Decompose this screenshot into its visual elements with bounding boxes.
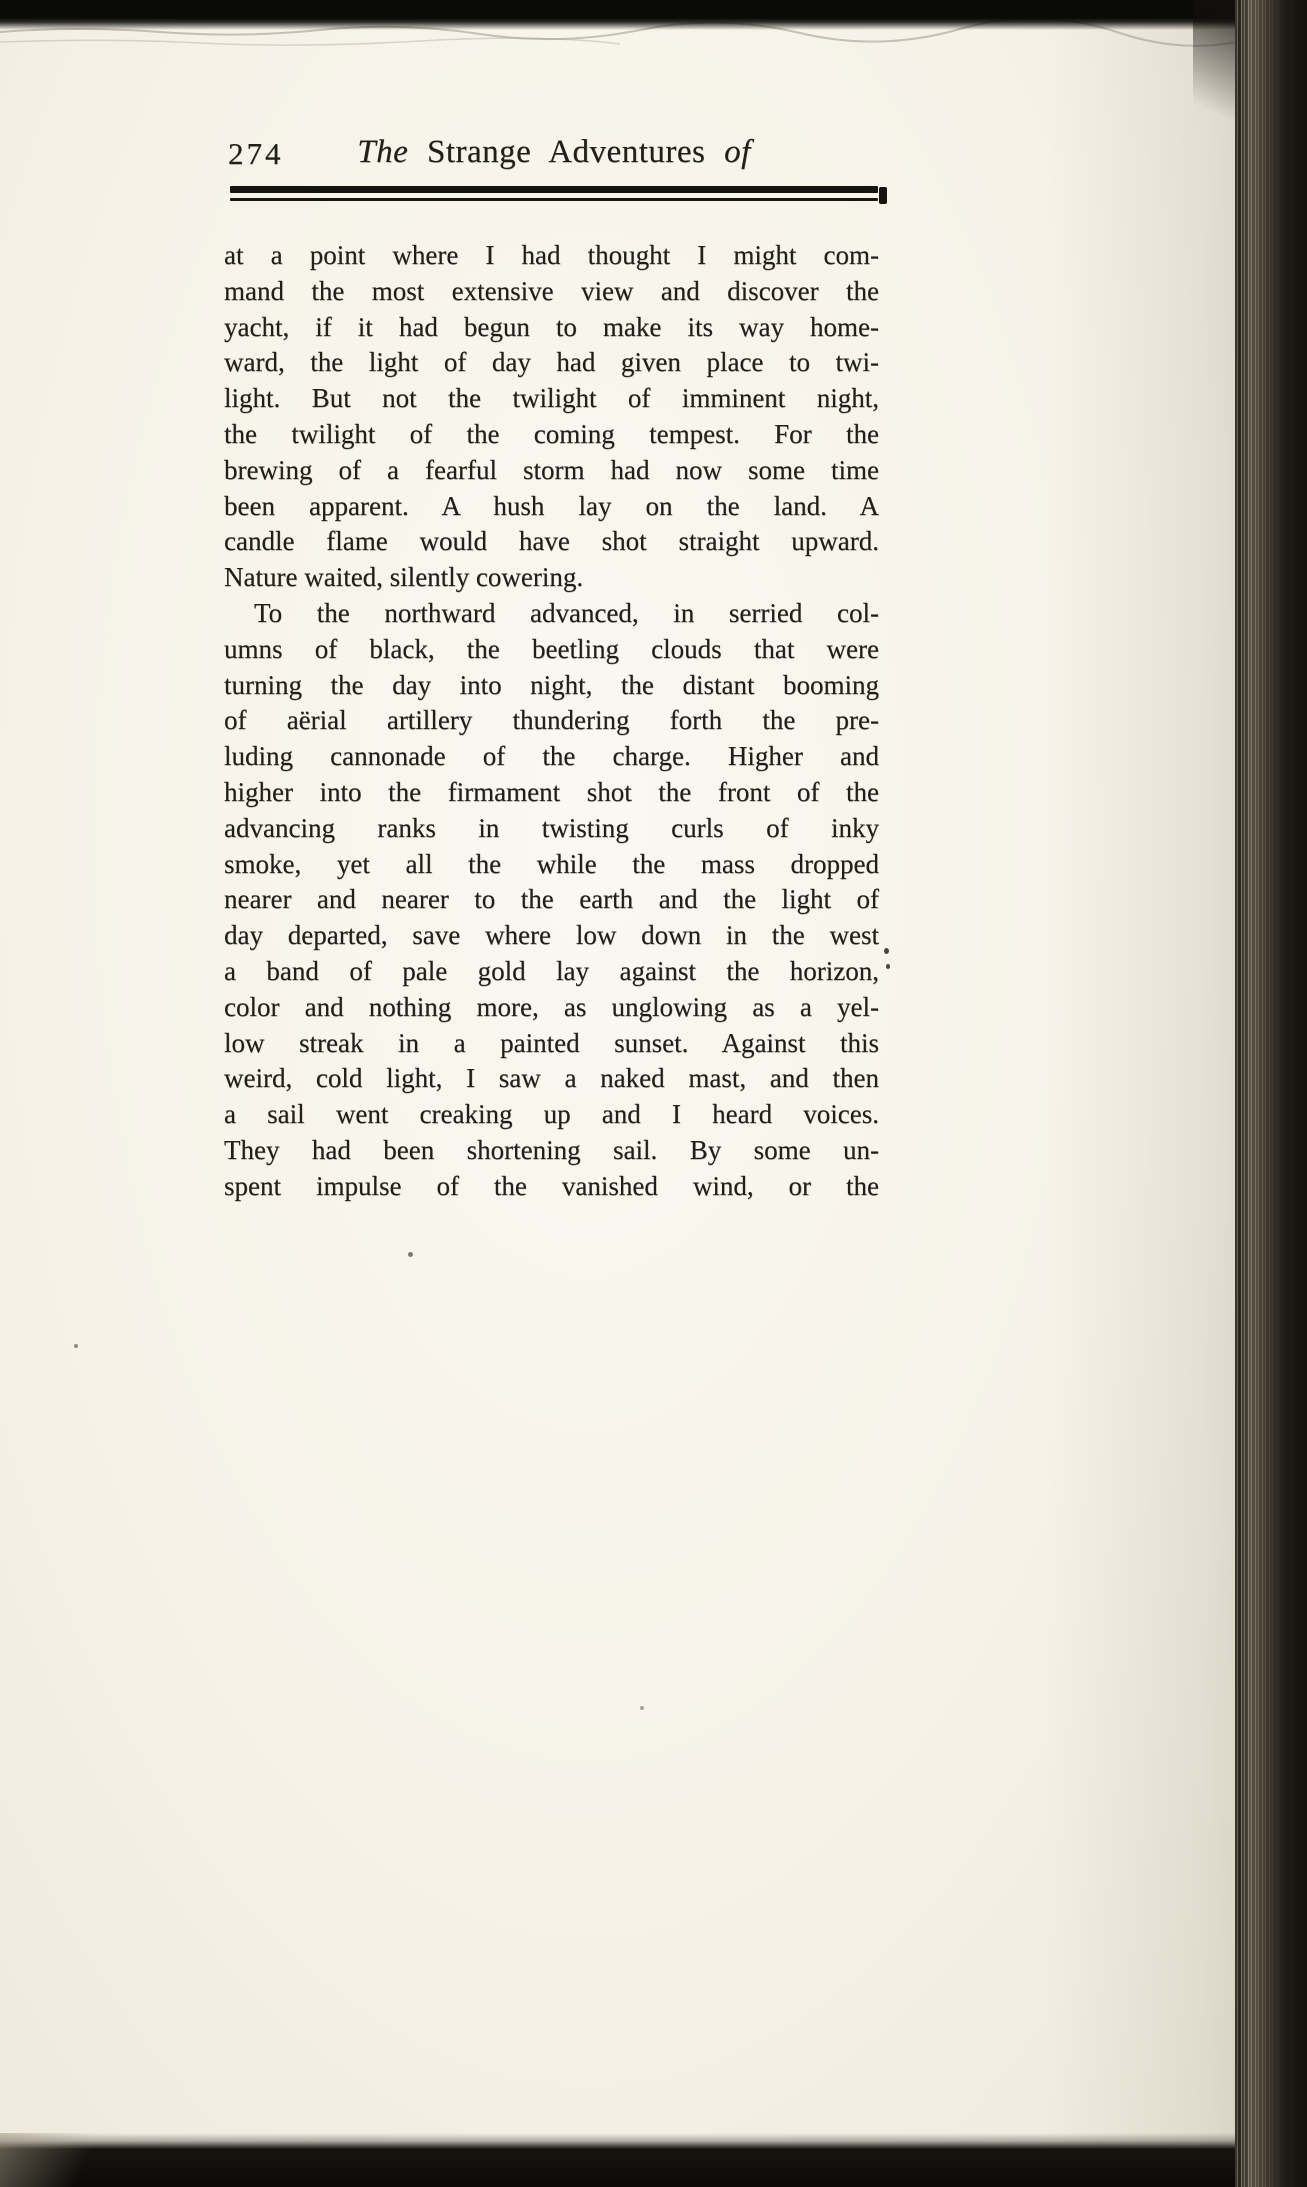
text-line: brewing of a fearful storm had now some time	[224, 454, 879, 485]
text-line: spent impulse of the vanished wind, or the	[224, 1170, 879, 1201]
text-line: a band of pale gold lay against the horizon,	[224, 955, 879, 986]
text-line: candle flame would have shot straight upward.	[224, 526, 879, 557]
body-text	[224, 238, 879, 1205]
text-line: turning the day into night, the distant booming	[224, 669, 879, 700]
scan-edge-bottom	[0, 2133, 1307, 2187]
text-line: ward, the light of day had given place to twi-	[224, 347, 879, 378]
page-number: 274	[228, 136, 284, 171]
text-line: day departed, save where low down in the west	[224, 920, 879, 951]
text-line: higher into the firmament shot the front of the	[224, 776, 879, 807]
text-line: umns of black, the beetling clouds that were	[224, 633, 879, 664]
scan-speck	[886, 964, 890, 969]
text-line: They had been shortening sail. By some un-	[224, 1134, 879, 1165]
scan-speck	[74, 1344, 78, 1348]
header-rule-thin	[230, 198, 878, 201]
text-line: at a point where I had thought I might com-	[224, 240, 879, 270]
text-line: luding cannonade of the charge. Higher and	[224, 741, 879, 772]
text-line: smoke, yet all the while the mass dropped	[224, 848, 879, 879]
text-line: low streak in a painted sunset. Against this	[224, 1027, 879, 1058]
text-line: light. But not the twilight of imminent night,	[224, 383, 879, 414]
text-line: advancing ranks in twisting curls of inky	[224, 812, 879, 843]
header-rule	[230, 186, 878, 201]
text-line: been apparent. A hush lay on the land. A	[224, 490, 879, 521]
scan-edge-right	[1235, 0, 1307, 2187]
paragraph	[224, 596, 879, 1205]
scan-speck	[640, 1706, 644, 1710]
scan-edge-top	[0, 0, 1307, 30]
text-line: mand the most extensive view and discover the	[224, 275, 879, 306]
paragraph	[224, 238, 879, 596]
text-line: yacht, if it had begun to make its way home-	[224, 311, 879, 342]
text-line: of aërial artillery thundering forth the pre-	[224, 705, 879, 736]
text-line: To the northward advanced, in serried col-	[254, 597, 879, 628]
header-rule-thick	[230, 186, 878, 193]
running-title-main: Strange Adventures	[426, 134, 706, 170]
running-title-tail: of	[724, 134, 751, 170]
running-title-lead: The	[357, 134, 409, 170]
header-rule-end-mark	[879, 187, 887, 204]
scan-speck	[884, 948, 889, 954]
text-line: color and nothing more, as unglowing as a yel-	[224, 991, 879, 1022]
text-line: nearer and nearer to the earth and the light of	[224, 884, 879, 915]
text-line: weird, cold light, I saw a naked mast, and then	[224, 1063, 879, 1094]
running-header	[228, 134, 880, 176]
text-line: the twilight of the coming tempest. For the	[224, 418, 879, 449]
text-line: Nature waited, silently cowering.	[224, 562, 584, 593]
scan-speck	[408, 1252, 413, 1257]
text-line: a sail went creaking up and I heard voices.	[224, 1099, 879, 1130]
running-title	[228, 134, 880, 171]
